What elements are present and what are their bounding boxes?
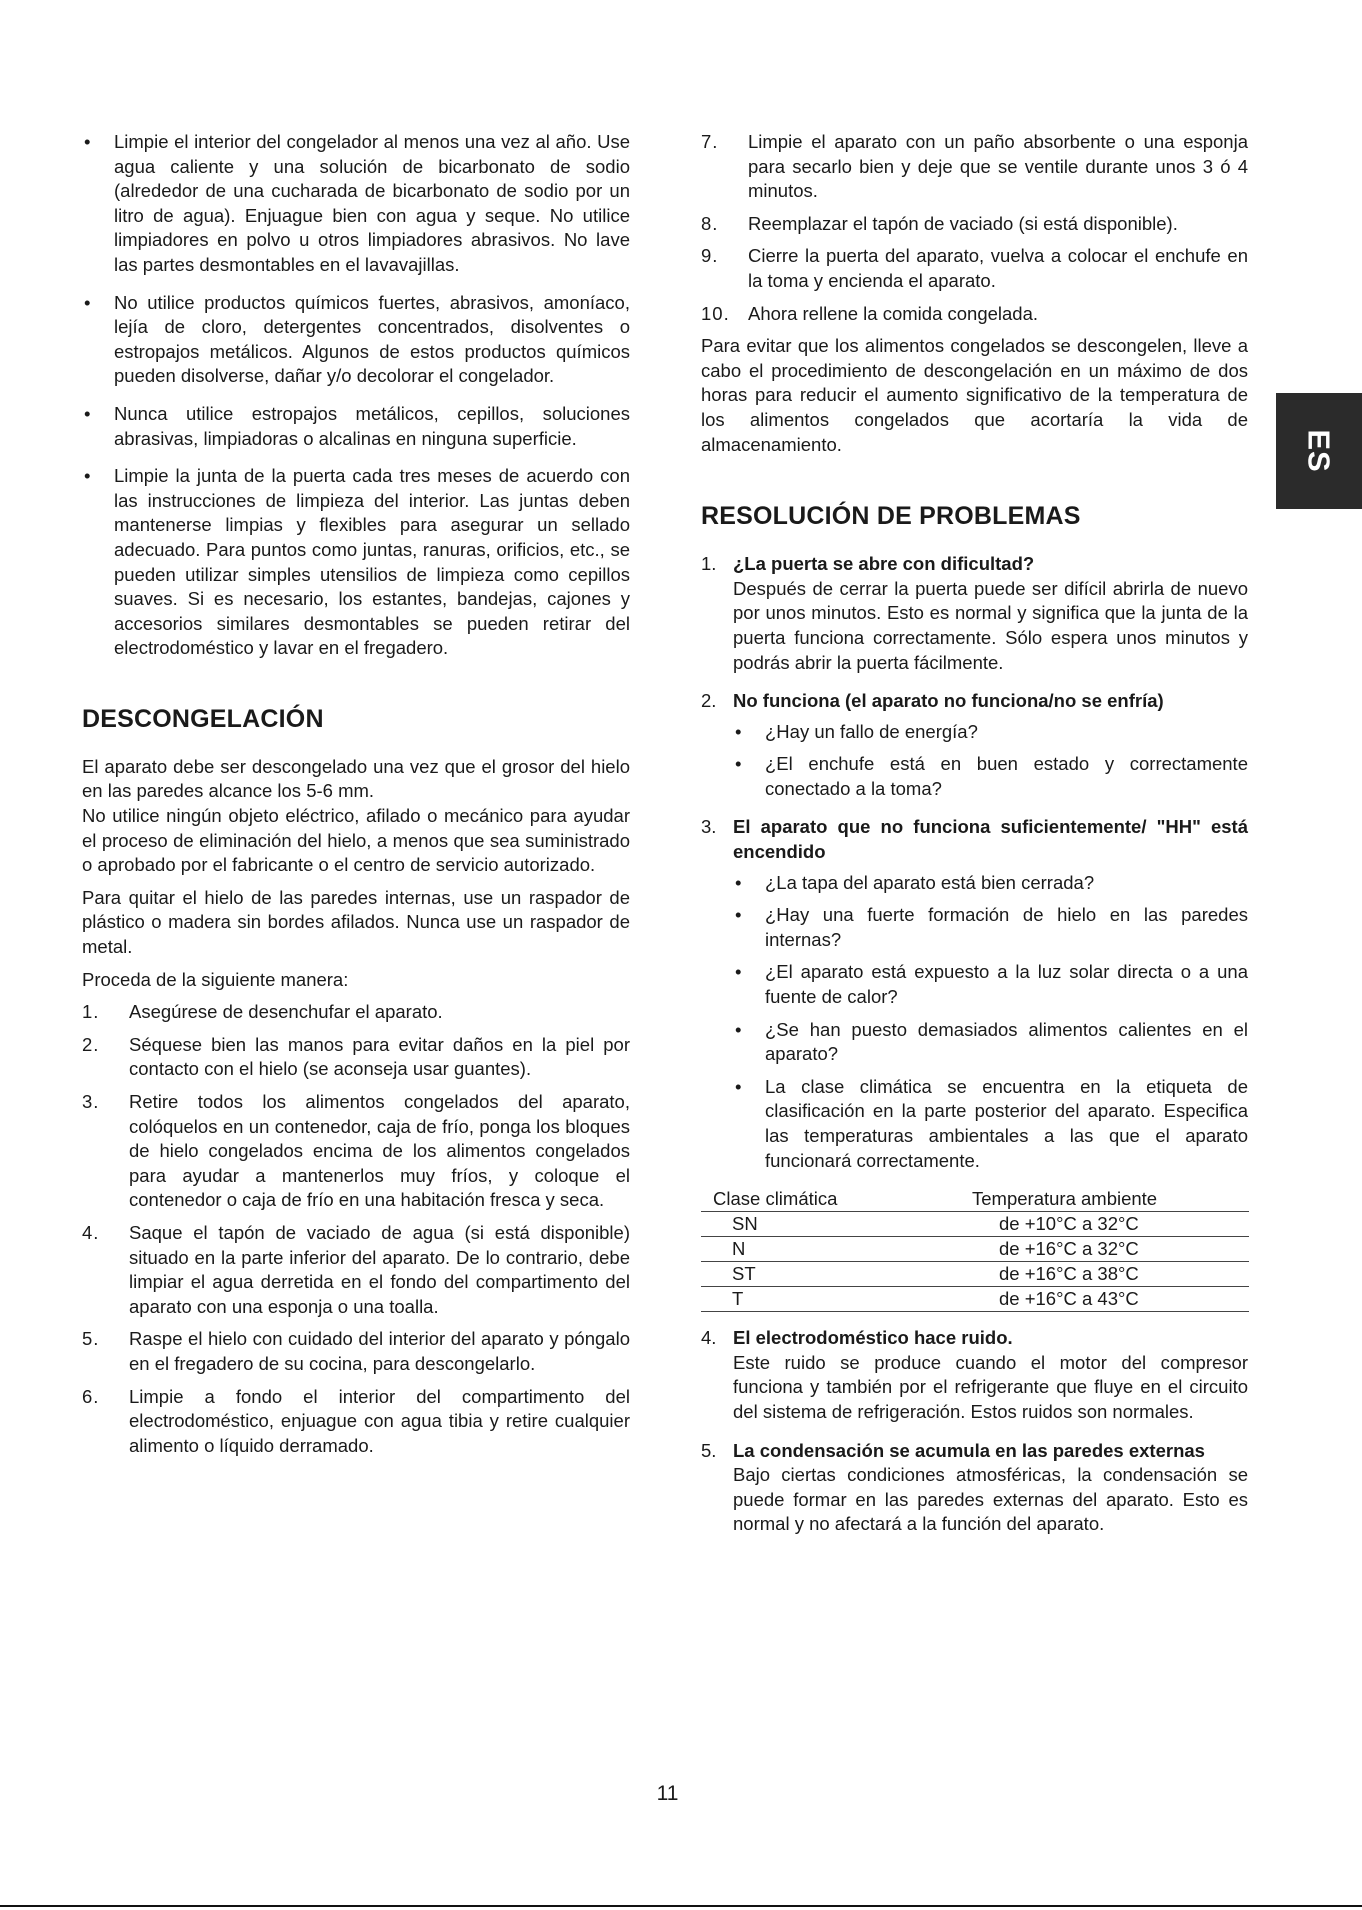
paragraph: Proceda de la siguiente manera: [82,968,349,990]
cleaning-bullet-list [82,130,630,661]
list-item [82,1221,630,1319]
list-item [701,815,1248,1173]
list-item [82,1327,630,1376]
item-number: 1. [701,553,717,575]
list-item [701,689,1248,801]
item-number: 3. [701,816,717,838]
step-text: Séquese bien las manos para evitar daños en la piel por contacto con el hielo (se aconseja usar guantes). [129,1033,630,1080]
section-title-defrost: DESCONGELACIÓN [82,704,324,733]
list-item [701,1326,1248,1424]
step-text: Limpie a fondo el interior del compartimento del electrodoméstico, enjuague con agua tibia y retire cualquier alimento o líquido derramado. [129,1385,630,1456]
step-text: Ahora rellene la comida congelada. [748,302,1039,324]
table-row [701,1287,1249,1312]
list-item [82,1090,630,1213]
list-item: • ¿Hay un fallo de energía? [733,720,1248,745]
step-number: 9. [701,245,719,267]
question: El aparato que no funciona suficientemente/ "HH" está encendido [733,816,1248,863]
answer: Este ruido se produce cuando el motor del compresor funciona y también por el refrigerante que fluye en el circuito del sistema de refrigeración. Estos ruidos son normales. [733,1351,1248,1422]
list-item: • La clase climática se encuentra en la etiqueta de clasificación en la parte posterior del aparato. Especifica las temperaturas ambientales a las que el aparato funcionará correctamente. [733,1075,1248,1173]
step-text: Cierre la puerta del aparato, vuelva a colocar el enchufe en la toma y encienda el aparato. [748,245,1248,291]
step-text: Saque el tapón de vaciado de agua (si está disponible) situado en la parte inferior del aparato. De lo contrario, debe limpiar el agua derretida en el fondo del compartimento del aparato con una esponja o una toalla. [129,1221,630,1317]
step-number: 8. [701,212,719,234]
table-row [701,1237,1249,1262]
table-cell: de +16°C a 32°C [972,1237,1249,1262]
step-number: 1. [82,1001,100,1023]
step-number: 7. [701,131,719,152]
step-number: 10. [701,302,730,324]
list-item [701,212,1248,237]
list-item: • No utilice productos químicos fuertes, abrasivos, amoníaco, lejía de cloro, detergentes concentrados, disolventes o estropajos metálicos. Algunos de estos productos químicos pueden disolverse, dañar y/o decolorar el congelador. [82,291,630,389]
step-text: Limpie el aparato con un paño absorbente o una esponja para secarlo bien y deje que se ventile durante unos 3 ó 4 minutos. [748,131,1248,202]
left-column [82,130,630,1466]
paragraph: Para quitar el hielo de las paredes internas, use un raspador de plástico o madera sin bordes afilados. Nunca use un raspador de metal. [82,886,630,958]
list-item: • ¿Se han puesto demasiados alimentos calientes en el aparato? [733,1018,1248,1067]
answer: Después de cerrar la puerta puede ser difícil abrirla de nuevo por unos minutos. Esto es normal y significa que la junta de la puerta funciona correctamente. Sólo espera unos minutos y podrás abrir la puerta fácilmente. [733,577,1248,673]
climate-class-table [701,1187,1249,1312]
column-header: Temperatura ambiente [972,1187,1249,1212]
step-number: 5. [82,1328,100,1350]
table-cell: de +16°C a 38°C [972,1262,1249,1287]
step-text: Retire todos los alimentos congelados del aparato, colóquelos en un contenedor, caja de frío, ponga los bloques de hielo congelados encima de los alimentos congelados para ayudar a mantenerlos muy fríos, y coloque el contenedor o caja de frío en una habitación fresca y seca. [129,1091,630,1211]
list-item [701,130,1248,204]
table-cell: N [701,1237,972,1262]
table-cell: de +16°C a 43°C [972,1287,1249,1312]
table-cell: ST [701,1262,972,1287]
bottom-divider [0,1905,1362,1907]
section-title-troubleshooting: RESOLUCIÓN DE PROBLEMAS [701,502,1081,531]
troubleshooting-list-continued [701,1326,1248,1537]
list-item [701,1439,1248,1537]
question: ¿La puerta se abre con dificultad? [733,553,1035,575]
item-number: 2. [701,690,717,712]
question: El electrodoméstico hace ruido. [733,1327,1013,1349]
bullet-list [733,720,1248,802]
defrost-steps-list-continued [701,130,1248,326]
paragraph: El aparato debe ser descongelado una vez que el grosor del hielo en las paredes alcance los 5-6 mm. [82,755,630,802]
step-number: 6. [82,1385,100,1407]
troubleshooting-list [701,552,1248,1173]
list-item [701,302,1248,327]
item-number: 5. [701,1439,717,1461]
list-item: • ¿El aparato está expuesto a la luz solar directa o a una fuente de calor? [733,960,1248,1009]
step-number: 4. [82,1221,100,1243]
table-cell: de +10°C a 32°C [972,1212,1249,1237]
language-tab-label: ES [1301,429,1337,473]
language-tab [1276,393,1362,509]
step-number: 3. [82,1091,100,1112]
question: No funciona (el aparato no funciona/no se enfría) [733,690,1164,712]
step-text: Raspe el hielo con cuidado del interior del aparato y póngalo en el fregadero de su cocina, para descongelarlo. [129,1328,630,1374]
answer: Bajo ciertas condiciones atmosféricas, la condensación se puede formar en las paredes externas del aparato. Esto es normal y no afectará a la función del aparato. [733,1464,1248,1535]
list-item: • ¿La tapa del aparato está bien cerrada? [733,871,1248,896]
paragraph: No utilice ningún objeto eléctrico, afilado o mecánico para ayudar el proceso de eliminación del hielo, a menos que sea suministrado o aprobado por el fabricante o el centro de servicio autorizado. [82,805,630,876]
item-number: 4. [701,1327,717,1349]
list-item [82,1033,630,1082]
step-number: 2. [82,1033,100,1055]
list-item [82,1385,630,1459]
paragraph: Para evitar que los alimentos congelados se descongelen, lleve a cabo el procedimiento de descongelación en un máximo de dos horas para reducir el aumento significativo de la temperatura de los alimentos congelados que acortaría la vida de almacenamiento. [701,335,1248,455]
table-row [701,1212,1249,1237]
table-cell: SN [701,1212,972,1237]
page-number: 11 [656,1782,679,1805]
table-row [701,1262,1249,1287]
list-item: • Limpie la junta de la puerta cada tres meses de acuerdo con las instrucciones de limpieza del interior. Las juntas deben mantenerse limpias y flexibles para asegurar un sellado adecuado. Para puntos como juntas, ranuras, orificios, etc., se pueden utilizar simples utensilios de limpieza como cepillos suaves. Si es necesario, los estantes, bandejas, cajones y accesorios similares desmontables se pueden retirar del electrodoméstico y lavar en el fregadero. [82,464,630,661]
bullet-list [733,871,1248,1174]
defrost-steps-list [82,1000,630,1458]
right-column [701,130,1248,1551]
list-item: • ¿El enchufe está en buen estado y correctamente conectado a la toma? [733,752,1248,801]
list-item: • Nunca utilice estropajos metálicos, cepillos, soluciones abrasivas, limpiadoras o alcalinas en ninguna superficie. [82,402,630,451]
table-header-row [701,1187,1249,1212]
step-text: Asegúrese de desenchufar el aparato. [129,1001,443,1023]
list-item: • Limpie el interior del congelador al menos una vez al año. Use agua caliente y una solución de bicarbonato de sodio (alrededor de una cucharada de bicarbonato de sodio por un litro de agua). Enjuague bien con agua y seque. No utilice limpiadores en polvo u otros limpiadores abrasivos. No lave las partes desmontables en el lavavajillas. [82,130,630,278]
list-item [701,244,1248,293]
question: La condensación se acumula en las paredes externas [733,1439,1205,1461]
list-item: • ¿Hay una fuerte formación de hielo en las paredes internas? [733,903,1248,952]
list-item [82,1000,630,1025]
step-text: Reemplazar el tapón de vaciado (si está disponible). [748,212,1178,234]
list-item [701,552,1248,675]
table-cell: T [701,1287,972,1312]
column-header: Clase climática [701,1187,972,1212]
